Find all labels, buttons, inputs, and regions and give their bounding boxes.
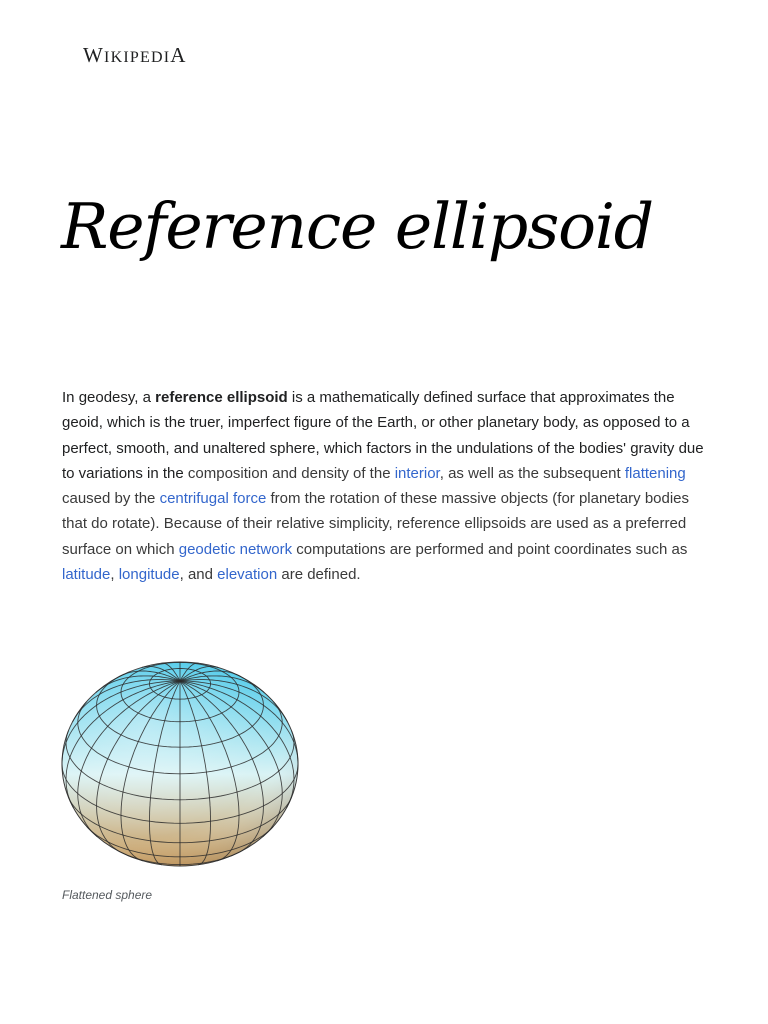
link-flattening[interactable]: flattening [624, 464, 686, 482]
intro-text: due to variations in the [62, 439, 704, 482]
link-figure-of-the-earth[interactable]: figure of the Earth [293, 414, 414, 432]
intro-text: computations are performed and point coordinates such as [292, 540, 688, 558]
link-centrifugal-force[interactable]: centrifugal force [159, 490, 267, 508]
intro-text: are defined. [277, 566, 361, 584]
link-elevation[interactable]: elevation [217, 566, 278, 584]
figure-caption: Flattened sphere [62, 888, 153, 902]
bold-term: reference ellipsoid [155, 389, 288, 406]
wikipedia-wordmark[interactable]: WIKIPEDIA [83, 43, 187, 67]
flattened-sphere-image[interactable] [55, 652, 305, 872]
link-geodetic-network[interactable]: geodetic network [178, 540, 293, 558]
intro-text: , a [134, 389, 156, 406]
intro-text: caused by the [62, 490, 160, 508]
intro-text: composition and density of the [187, 464, 395, 482]
intro-text: , [110, 566, 119, 584]
intro-text: , and [179, 566, 218, 584]
intro-text: , as well as the subsequent [439, 464, 625, 482]
page-title: Reference ellipsoid [61, 190, 653, 263]
link-gravity[interactable]: gravity [630, 439, 675, 457]
link-interior[interactable]: interior [394, 464, 440, 482]
link-geodesy[interactable]: geodesy [78, 389, 135, 406]
intro-text: from the rotation of these massive objects (for planetary bodies that do rotate). Because of their relative simplicity, reference ellipsoids are used as a preferred surface on which [62, 490, 690, 558]
intro-text: is a mathematically defined surface that approximates the [287, 389, 675, 406]
intro-paragraph [62, 385, 712, 587]
intro-text: In [62, 389, 79, 406]
intro-text: , or other planetary body, as opposed to a perfect, smooth, and unaltered sphere, which factors in the undulations of the bodies' [62, 414, 690, 457]
link-longitude[interactable]: longitude [118, 566, 180, 584]
link-geoid[interactable]: geoid [62, 414, 99, 432]
link-latitude[interactable]: latitude [62, 566, 111, 584]
intro-text: , which is the truer, imperfect [98, 414, 294, 432]
